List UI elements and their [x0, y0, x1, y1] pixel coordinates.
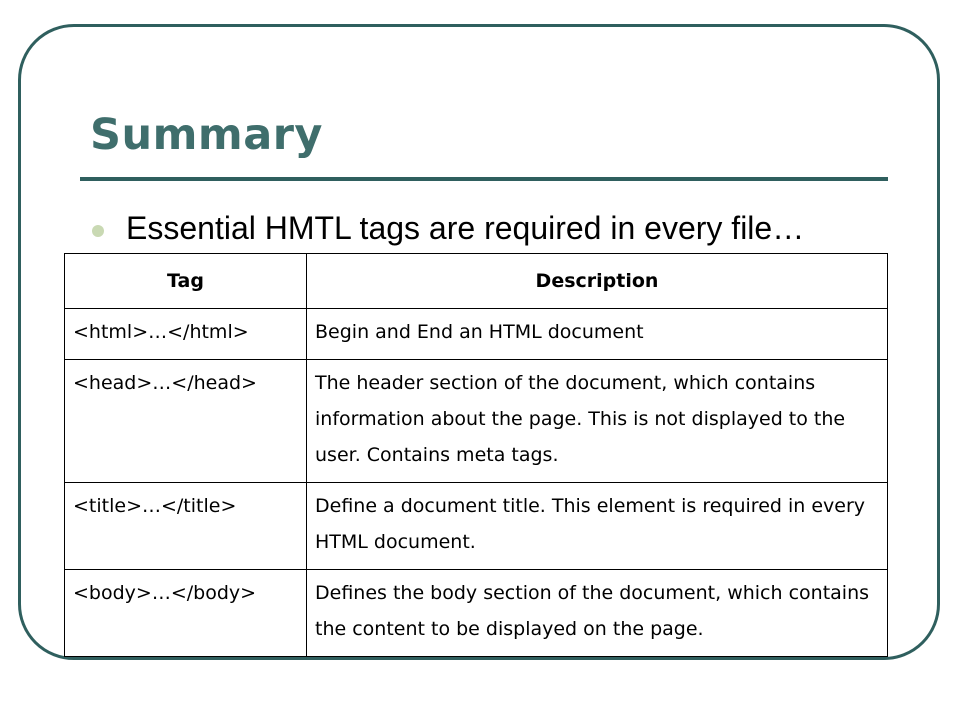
tags-table — [64, 253, 888, 657]
description-cell: Begin and End an HTML document — [307, 309, 888, 360]
tag-cell: <title>…</title> — [65, 483, 307, 570]
tag-cell: <head>…</head> — [65, 360, 307, 483]
table-row — [65, 360, 888, 483]
column-header-description: Description — [307, 254, 888, 309]
bullet-dot-icon — [92, 225, 104, 237]
title-divider — [80, 177, 888, 181]
table-row — [65, 309, 888, 360]
description-cell: The header section of the document, which contains information about the page. This is not displayed to the user. Contains meta tags. — [307, 360, 888, 483]
table-header-row — [65, 254, 888, 309]
tag-cell: <body>…</body> — [65, 570, 307, 657]
column-header-tag: Tag — [65, 254, 307, 309]
description-cell: Define a document title. This element is required in every HTML document. — [307, 483, 888, 570]
table-row — [65, 570, 888, 657]
slide-title: Summary — [90, 110, 323, 160]
tag-cell: <html>…</html> — [65, 309, 307, 360]
table-row — [65, 483, 888, 570]
bullet-text: Essential HMTL tags are required in every file… — [126, 210, 805, 246]
description-cell: Defines the body section of the document, which contains the content to be displayed on the page. — [307, 570, 888, 657]
